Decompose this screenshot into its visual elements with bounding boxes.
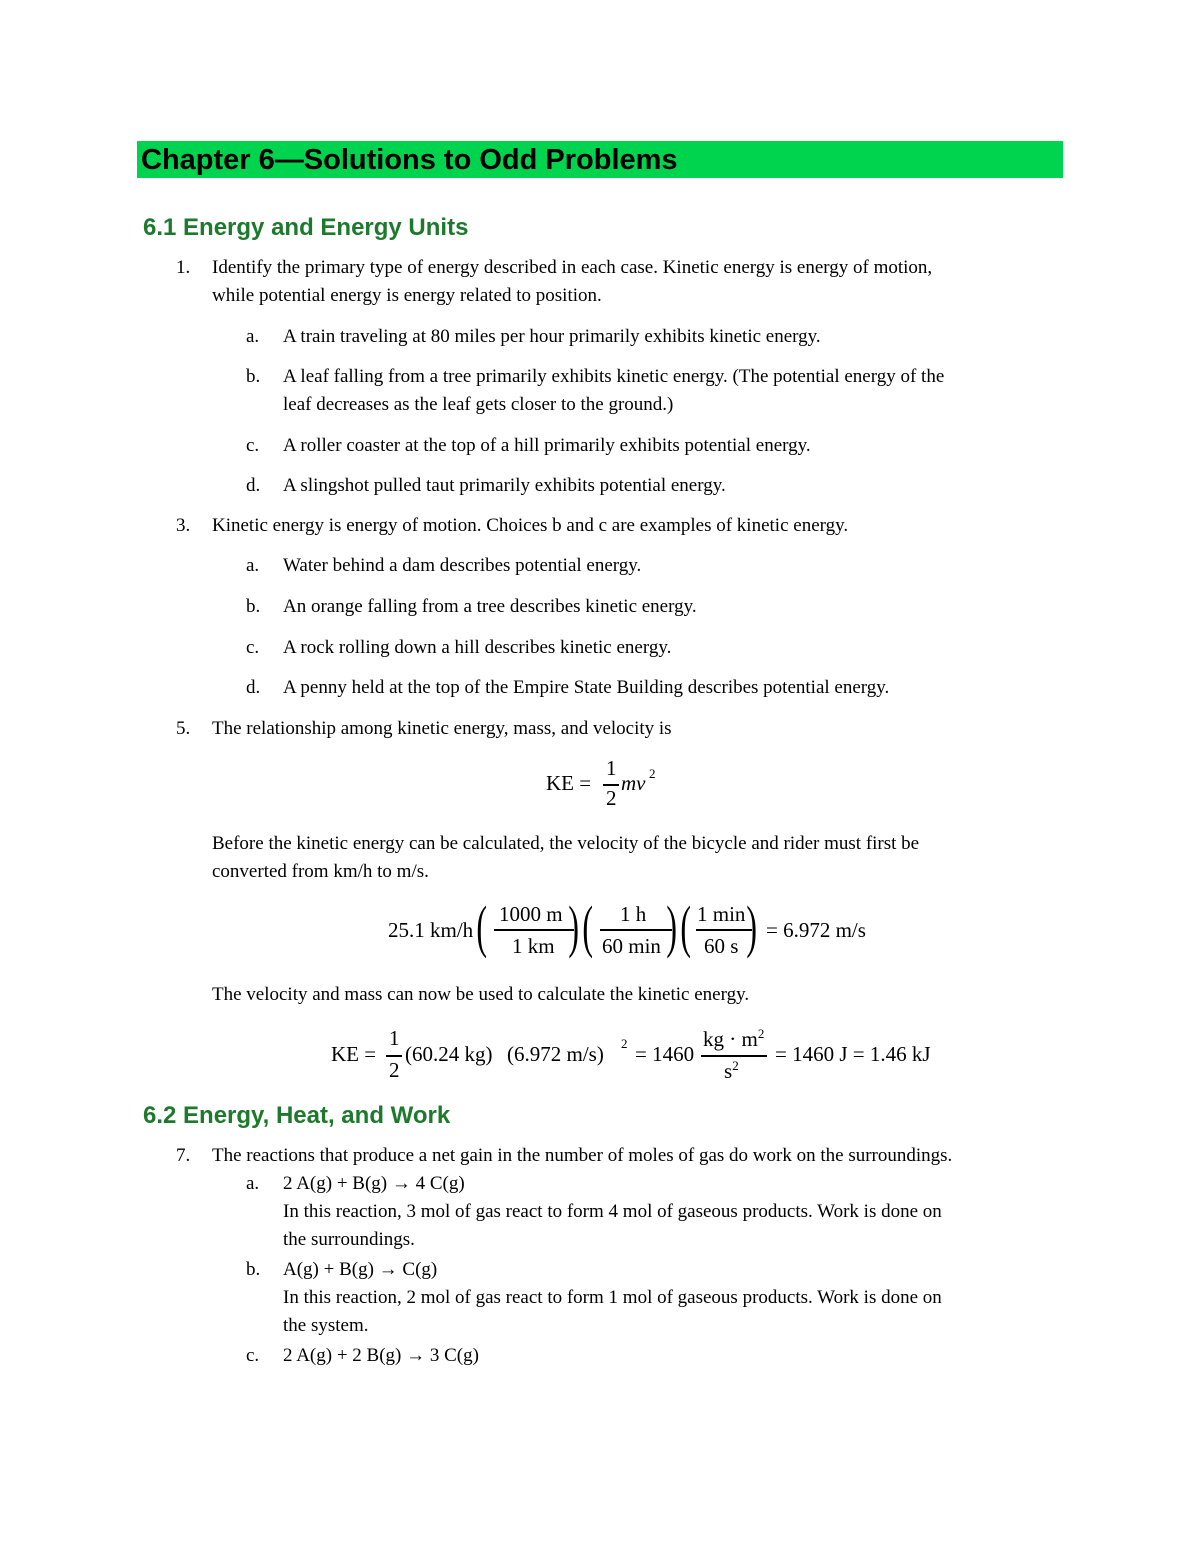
conv1-denominator: 1 km [512, 934, 555, 958]
problem-number: 7. [176, 1145, 191, 1166]
item-text: An orange falling from a tree describes kinetic energy. [283, 596, 697, 617]
problem-text: Identify the primary type of energy described in each case. Kinetic energy is energy of motion, [212, 257, 933, 278]
equation-unit-conversion [388, 894, 908, 968]
item-letter: a. [246, 326, 260, 347]
eq-velocity: (6.972 m/s) [507, 1042, 604, 1066]
section-heading-6-2: 6.2 Energy, Heat, and Work [143, 1102, 451, 1129]
fraction-bar [696, 929, 752, 931]
eq-result: = 1460 J = 1.46 kJ [775, 1042, 931, 1066]
item-text: the system. [283, 1315, 369, 1336]
problem-text: The reactions that produce a net gain in the number of moles of gas do work on the surroundings. [212, 1145, 953, 1166]
left-paren: ( [680, 894, 691, 959]
right-paren: ) [666, 894, 677, 959]
item-letter: b. [246, 596, 261, 617]
reaction-equation: 2 A(g) + B(g) → 4 C(g) [283, 1173, 465, 1194]
problem-text: while potential energy is energy related to position. [212, 285, 602, 306]
conv3-numerator: 1 min [697, 902, 746, 926]
item-text: A rock rolling down a hill describes kinetic energy. [283, 637, 672, 658]
item-text: Water behind a dam describes potential energy. [283, 555, 642, 576]
equation-ke-calculation [331, 1024, 971, 1090]
problem-number: 1. [176, 257, 191, 278]
paragraph-text: The velocity and mass can now be used to calculate the kinetic energy. [212, 984, 750, 1005]
item-letter: d. [246, 475, 261, 496]
item-letter: c. [246, 637, 260, 658]
item-letter: c. [246, 435, 260, 456]
eq-lhs: KE = [546, 771, 592, 795]
chapter-banner [137, 141, 1063, 178]
paragraph-text: converted from km/h to m/s. [212, 861, 429, 882]
eq-result: = 6.972 m/s [766, 918, 866, 942]
item-text: A roller coaster at the top of a hill primarily exhibits potential energy. [283, 435, 811, 456]
unit-numerator: kg · $m^2$ [703, 1026, 765, 1051]
problem-text: The relationship among kinetic energy, mass, and velocity is [212, 718, 672, 739]
item-text: leaf decreases as the leaf gets closer to the ground.) [283, 394, 674, 415]
reaction-equation: A(g) + B(g) → C(g) [283, 1259, 438, 1280]
unit-denominator: $s^2$ [724, 1058, 739, 1083]
item-letter: c. [246, 1345, 260, 1366]
item-text: A train traveling at 80 miles per hour primarily exhibits kinetic energy. [283, 326, 821, 347]
eq-numerator: 1 [606, 756, 617, 780]
fraction-bar [701, 1055, 767, 1057]
conv2-numerator: 1 h [620, 902, 647, 926]
eq-lhs: KE = [331, 1042, 377, 1066]
eq-start-value: 25.1 km/h [388, 918, 474, 942]
item-letter: b. [246, 366, 261, 387]
item-text: A penny held at the top of the Empire State Building describes potential energy. [283, 677, 890, 698]
problem-number: 3. [176, 515, 191, 536]
left-paren: ( [476, 894, 487, 959]
item-text: A leaf falling from a tree primarily exhibits kinetic energy. (The potential energy of the [283, 366, 945, 387]
item-text: In this reaction, 3 mol of gas react to form 4 mol of gaseous products. Work is done on [283, 1201, 942, 1222]
eq-mass: (60.24 kg) [405, 1042, 493, 1066]
eq-numerator: 1 [389, 1026, 400, 1050]
right-paren: ) [568, 894, 579, 959]
conv3-denominator: 60 s [704, 934, 739, 958]
conv1-numerator: 1000 m [499, 902, 563, 926]
reaction-equation: 2 A(g) + 2 B(g) → 3 C(g) [283, 1345, 479, 1366]
eq-intermediate: = 1460 [635, 1042, 695, 1066]
eq-exponent: 2 [621, 1036, 628, 1051]
problem-text: Kinetic energy is energy of motion. Choices b and c are examples of kinetic energy. [212, 515, 849, 536]
fraction-bar [386, 1055, 402, 1057]
item-text: the surroundings. [283, 1229, 415, 1250]
chapter-title: Chapter 6—Solutions to Odd Problems [141, 144, 678, 176]
fraction-bar [494, 929, 574, 931]
eq-exponent: 2 [649, 766, 656, 781]
conv2-denominator: 60 min [602, 934, 661, 958]
eq-denominator: 2 [606, 786, 617, 810]
item-letter: a. [246, 1173, 260, 1194]
item-letter: a. [246, 555, 260, 576]
eq-variable: mv [621, 771, 646, 795]
problem-number: 5. [176, 718, 191, 739]
item-letter: b. [246, 1259, 261, 1280]
fraction-bar [600, 929, 672, 931]
left-paren: ( [582, 894, 593, 959]
item-text: A slingshot pulled taut primarily exhibits potential energy. [283, 475, 726, 496]
eq-denominator: 2 [389, 1058, 400, 1082]
item-letter: d. [246, 677, 261, 698]
item-text: In this reaction, 2 mol of gas react to form 1 mol of gaseous products. Work is done on [283, 1287, 942, 1308]
paragraph-text: Before the kinetic energy can be calculated, the velocity of the bicycle and rider must first be [212, 833, 920, 854]
section-heading-6-1: 6.1 Energy and Energy Units [143, 214, 469, 241]
right-paren: ) [746, 894, 757, 959]
